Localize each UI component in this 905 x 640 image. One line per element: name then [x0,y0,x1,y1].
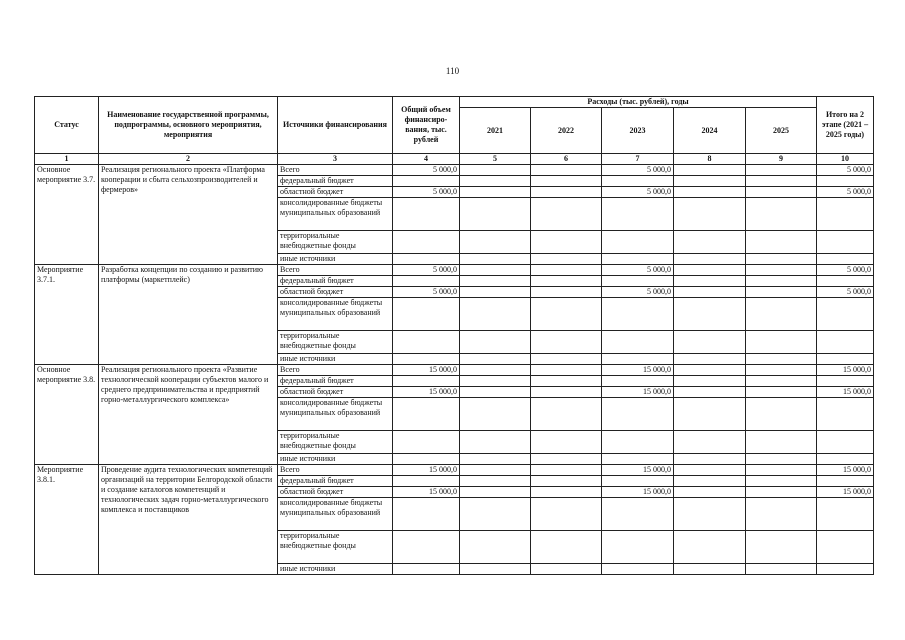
source-cell: федеральный бюджет [278,176,393,187]
value-cell-itogo: 5 000,0 [817,187,874,198]
value-cell-y2022 [531,431,602,454]
source-cell: иные источники [278,454,393,465]
table-body [35,154,874,575]
value-cell-y2021 [460,265,531,276]
value-cell-y2025 [746,198,817,231]
value-cell-total [393,231,460,254]
value-cell-itogo: 5 000,0 [817,287,874,298]
value-cell-y2024 [674,431,746,454]
value-cell-total: 15 000,0 [393,487,460,498]
name-cell: Разработка концепции по созданию и развитию платформы (маркетплейс) [99,265,278,365]
value-cell-y2021 [460,365,531,376]
budget-table [34,96,874,575]
value-cell-y2025 [746,276,817,287]
value-cell-y2024 [674,354,746,365]
value-cell-y2024 [674,498,746,531]
value-cell-y2025 [746,531,817,564]
source-cell: иные источники [278,564,393,575]
value-cell-y2024 [674,198,746,231]
value-cell-y2023: 5 000,0 [602,165,674,176]
name-cell: Реализация регионального проекта «Платформа кооперации и сбыта сельхозпроизводителей и фермеров» [99,165,278,265]
value-cell-y2025 [746,454,817,465]
value-cell-total [393,398,460,431]
value-cell-y2025 [746,287,817,298]
value-cell-y2024 [674,231,746,254]
value-cell-y2024 [674,387,746,398]
value-cell-y2022 [531,487,602,498]
header-total-volume: Общий объем финансиро-вания, тыс. рублей [393,97,460,154]
value-cell-y2022 [531,198,602,231]
value-cell-itogo [817,431,874,454]
value-cell-y2024 [674,376,746,387]
value-cell-y2021 [460,564,531,575]
value-cell-y2024 [674,465,746,476]
value-cell-y2025 [746,465,817,476]
value-cell-y2024 [674,487,746,498]
value-cell-y2022 [531,254,602,265]
value-cell-y2025 [746,176,817,187]
value-cell-y2024 [674,398,746,431]
header-year: 2022 [531,108,602,154]
value-cell-y2023 [602,476,674,487]
column-numbers-row [35,154,874,165]
source-cell: территориальные внебюджетные фонды [278,531,393,564]
value-cell-y2022 [531,265,602,276]
value-cell-y2025 [746,498,817,531]
value-cell-y2024 [674,176,746,187]
value-cell-y2021 [460,254,531,265]
value-cell-itogo [817,254,874,265]
value-cell-y2023 [602,431,674,454]
value-cell-total [393,198,460,231]
value-cell-y2021 [460,287,531,298]
value-cell-y2024 [674,254,746,265]
value-cell-y2022 [531,376,602,387]
value-cell-total: 5 000,0 [393,287,460,298]
value-cell-y2022 [531,231,602,254]
value-cell-y2022 [531,298,602,331]
value-cell-total: 15 000,0 [393,387,460,398]
source-cell: областной бюджет [278,187,393,198]
value-cell-y2023 [602,176,674,187]
source-cell: консолидированные бюджеты муниципальных образований [278,198,393,231]
table-row [35,165,874,176]
value-cell-y2023 [602,398,674,431]
column-number: 8 [674,154,746,165]
value-cell-itogo: 5 000,0 [817,165,874,176]
value-cell-itogo [817,498,874,531]
value-cell-y2025 [746,254,817,265]
value-cell-itogo [817,176,874,187]
value-cell-y2023: 5 000,0 [602,187,674,198]
value-cell-total: 15 000,0 [393,465,460,476]
value-cell-y2024 [674,564,746,575]
value-cell-y2023 [602,498,674,531]
value-cell-y2023 [602,298,674,331]
value-cell-y2022 [531,454,602,465]
header-year: 2024 [674,108,746,154]
column-number: 6 [531,154,602,165]
column-number: 9 [746,154,817,165]
column-number: 3 [278,154,393,165]
value-cell-total [393,531,460,564]
value-cell-y2021 [460,187,531,198]
value-cell-y2023: 5 000,0 [602,265,674,276]
header-name: Наименование государственной программы, подпрограммы, основного мероприятия, мероприятия [99,97,278,154]
value-cell-y2023 [602,331,674,354]
source-cell: федеральный бюджет [278,276,393,287]
value-cell-y2023: 15 000,0 [602,487,674,498]
value-cell-y2025 [746,365,817,376]
value-cell-itogo [817,398,874,431]
column-number: 1 [35,154,99,165]
table-row [35,465,874,476]
value-cell-itogo [817,231,874,254]
status-cell: Мероприятие 3.7.1. [35,265,99,365]
source-cell: территориальные внебюджетные фонды [278,331,393,354]
value-cell-y2025 [746,431,817,454]
value-cell-total: 5 000,0 [393,165,460,176]
source-cell: территориальные внебюджетные фонды [278,231,393,254]
value-cell-total [393,276,460,287]
value-cell-y2022 [531,498,602,531]
value-cell-itogo: 15 000,0 [817,387,874,398]
value-cell-total [393,498,460,531]
value-cell-y2025 [746,487,817,498]
value-cell-y2022 [531,354,602,365]
value-cell-itogo: 15 000,0 [817,365,874,376]
value-cell-y2025 [746,398,817,431]
value-cell-total [393,254,460,265]
page-number: 110 [445,66,460,76]
table-row [35,265,874,276]
value-cell-itogo: 15 000,0 [817,487,874,498]
column-number: 2 [99,154,278,165]
value-cell-y2023: 15 000,0 [602,387,674,398]
value-cell-y2023 [602,276,674,287]
value-cell-y2024 [674,531,746,564]
value-cell-y2025 [746,564,817,575]
value-cell-y2025 [746,187,817,198]
value-cell-y2021 [460,231,531,254]
source-cell: областной бюджет [278,387,393,398]
value-cell-itogo [817,476,874,487]
source-cell: иные источники [278,354,393,365]
value-cell-y2022 [531,564,602,575]
value-cell-y2022 [531,276,602,287]
source-cell: иные источники [278,254,393,265]
source-cell: Всего [278,265,393,276]
source-cell: Всего [278,365,393,376]
value-cell-y2023 [602,454,674,465]
value-cell-total: 5 000,0 [393,265,460,276]
source-cell: консолидированные бюджеты муниципальных образований [278,498,393,531]
value-cell-y2021 [460,354,531,365]
value-cell-y2023: 5 000,0 [602,287,674,298]
value-cell-y2024 [674,298,746,331]
value-cell-y2023 [602,231,674,254]
value-cell-y2023: 15 000,0 [602,465,674,476]
value-cell-itogo [817,198,874,231]
table-row [35,365,874,376]
value-cell-y2024 [674,331,746,354]
value-cell-y2022 [531,531,602,564]
header-expenses: Расходы (тыс. рублей), годы [460,97,817,108]
value-cell-y2023 [602,564,674,575]
value-cell-total [393,354,460,365]
source-cell: федеральный бюджет [278,476,393,487]
value-cell-total: 15 000,0 [393,365,460,376]
value-cell-y2022 [531,365,602,376]
value-cell-total [393,476,460,487]
value-cell-y2023 [602,376,674,387]
value-cell-y2021 [460,465,531,476]
value-cell-y2021 [460,398,531,431]
value-cell-y2021 [460,298,531,331]
value-cell-y2022 [531,187,602,198]
value-cell-y2025 [746,231,817,254]
status-cell: Основное мероприятие 3.7. [35,165,99,265]
source-cell: областной бюджет [278,287,393,298]
source-cell: территориальные внебюджетные фонды [278,431,393,454]
header-status: Статус [35,97,99,154]
header-itogo: Итого на 2 этапе (2021 – 2025 годы) [817,97,874,154]
value-cell-total [393,176,460,187]
value-cell-y2021 [460,276,531,287]
value-cell-y2023 [602,198,674,231]
value-cell-itogo [817,376,874,387]
value-cell-y2023 [602,354,674,365]
value-cell-y2021 [460,387,531,398]
source-cell: Всего [278,465,393,476]
value-cell-y2024 [674,454,746,465]
source-cell: областной бюджет [278,487,393,498]
status-cell: Мероприятие 3.8.1. [35,465,99,575]
value-cell-total [393,564,460,575]
table-header [35,97,874,154]
value-cell-y2025 [746,387,817,398]
value-cell-y2023: 15 000,0 [602,365,674,376]
value-cell-y2021 [460,476,531,487]
value-cell-y2024 [674,165,746,176]
value-cell-y2025 [746,298,817,331]
header-year: 2025 [746,108,817,154]
value-cell-total [393,454,460,465]
value-cell-y2022 [531,476,602,487]
value-cell-itogo [817,276,874,287]
value-cell-y2022 [531,387,602,398]
name-cell: Проведение аудита технологических компетенций организаций на территории Белгородской области и создание каталогов компетенций и технологических задач горно-металлургического комплекса и поставщиков [99,465,278,575]
value-cell-y2022 [531,398,602,431]
value-cell-total [393,376,460,387]
value-cell-itogo [817,331,874,354]
value-cell-y2024 [674,265,746,276]
value-cell-y2022 [531,176,602,187]
value-cell-itogo: 5 000,0 [817,265,874,276]
source-cell: консолидированные бюджеты муниципальных образований [278,298,393,331]
value-cell-y2022 [531,465,602,476]
source-cell: Всего [278,165,393,176]
value-cell-y2023 [602,254,674,265]
column-number: 4 [393,154,460,165]
value-cell-y2024 [674,287,746,298]
header-sources: Источники финансирования [278,97,393,154]
value-cell-y2022 [531,331,602,354]
value-cell-y2021 [460,454,531,465]
name-cell: Реализация регионального проекта «Развитие технологической кооперации субъектов малого и среднего предпринимательства и предприятий горно-металлургического комплекса» [99,365,278,465]
value-cell-y2025 [746,165,817,176]
value-cell-y2021 [460,487,531,498]
value-cell-total [393,298,460,331]
source-cell: федеральный бюджет [278,376,393,387]
value-cell-y2021 [460,176,531,187]
value-cell-y2024 [674,365,746,376]
column-number: 5 [460,154,531,165]
value-cell-y2025 [746,376,817,387]
value-cell-y2024 [674,276,746,287]
value-cell-y2024 [674,187,746,198]
value-cell-itogo [817,531,874,564]
value-cell-itogo: 15 000,0 [817,465,874,476]
header-year: 2023 [602,108,674,154]
value-cell-itogo [817,298,874,331]
value-cell-y2021 [460,198,531,231]
value-cell-y2025 [746,354,817,365]
value-cell-total [393,431,460,454]
value-cell-y2021 [460,331,531,354]
value-cell-y2024 [674,476,746,487]
value-cell-y2021 [460,498,531,531]
value-cell-total [393,331,460,354]
status-cell: Основное мероприятие 3.8. [35,365,99,465]
value-cell-y2021 [460,376,531,387]
value-cell-y2021 [460,531,531,564]
value-cell-y2022 [531,287,602,298]
value-cell-y2021 [460,431,531,454]
value-cell-y2025 [746,265,817,276]
value-cell-y2025 [746,331,817,354]
value-cell-itogo [817,354,874,365]
value-cell-itogo [817,564,874,575]
value-cell-y2025 [746,476,817,487]
value-cell-y2021 [460,165,531,176]
header-year: 2021 [460,108,531,154]
value-cell-total: 5 000,0 [393,187,460,198]
value-cell-y2022 [531,165,602,176]
value-cell-itogo [817,454,874,465]
column-number: 7 [602,154,674,165]
source-cell: консолидированные бюджеты муниципальных образований [278,398,393,431]
value-cell-y2023 [602,531,674,564]
column-number: 10 [817,154,874,165]
